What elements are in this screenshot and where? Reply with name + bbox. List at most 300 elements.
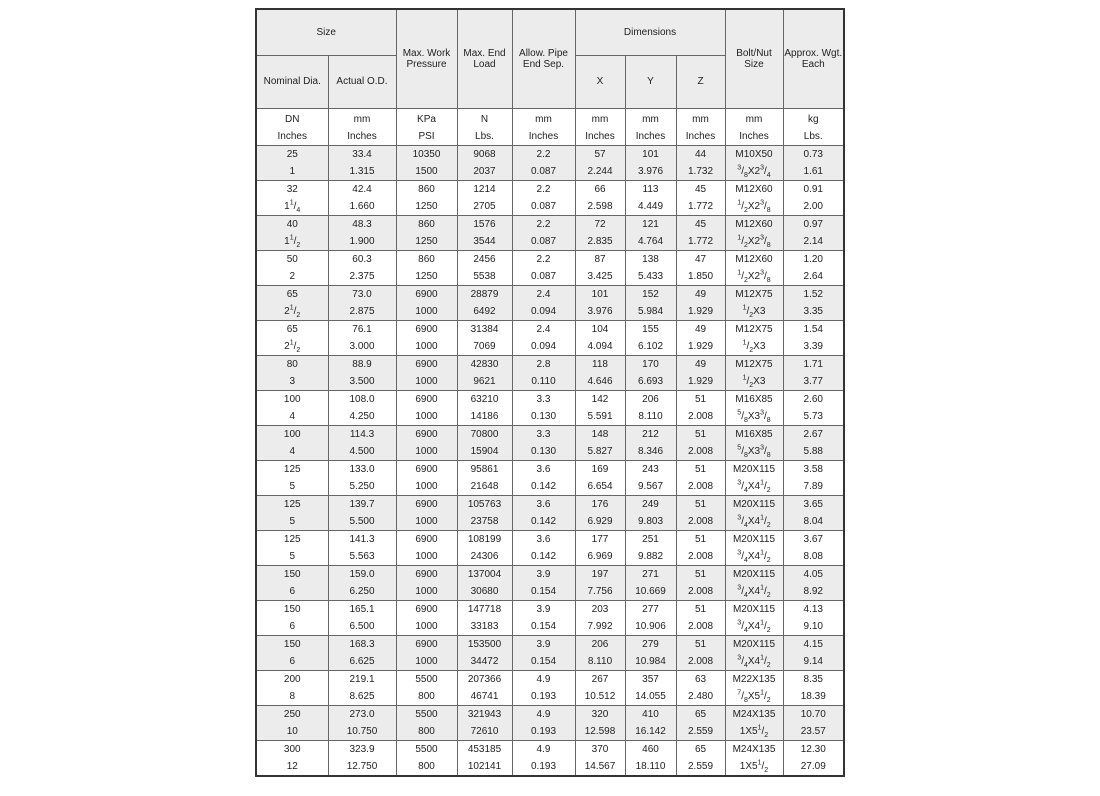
cell-pressure: 860: [396, 215, 457, 233]
cell-end-sep: 0.094: [512, 338, 575, 356]
cell-end-sep: 0.094: [512, 303, 575, 321]
cell-z: 2.480: [676, 688, 725, 706]
cell-dn: 2: [256, 268, 328, 286]
cell-end-load: 34472: [457, 653, 512, 671]
table-row-metric: [256, 425, 844, 443]
header-max-end-load: Max. End Load: [457, 9, 512, 108]
cell-y: 10.669: [625, 583, 676, 601]
table-row-imperial: [256, 758, 844, 776]
unit-metric-end-load: N: [457, 108, 512, 128]
cell-pressure: 5500: [396, 705, 457, 723]
cell-end-sep: 3.3: [512, 390, 575, 408]
cell-x: 12.598: [575, 723, 625, 741]
cell-od: 5.250: [328, 478, 396, 496]
cell-pressure: 800: [396, 758, 457, 776]
cell-z: 51: [676, 495, 725, 513]
cell-z: 2.008: [676, 653, 725, 671]
cell-end-sep: 3.9: [512, 565, 575, 583]
cell-bolt: M12X75: [725, 355, 783, 373]
unit-imperial-od: Inches: [328, 128, 396, 146]
cell-z: 2.008: [676, 583, 725, 601]
header-z: Z: [676, 55, 725, 108]
unit-metric-end-sep: mm: [512, 108, 575, 128]
cell-z: 44: [676, 145, 725, 163]
cell-z: 1.772: [676, 233, 725, 251]
cell-end-load: 137004: [457, 565, 512, 583]
cell-z: 1.929: [676, 338, 725, 356]
unit-metric-x: mm: [575, 108, 625, 128]
cell-bolt: $^5/_8X3^3/_8$: [725, 408, 783, 426]
cell-dn: 100: [256, 390, 328, 408]
cell-end-load: 23758: [457, 513, 512, 531]
cell-end-load: 2037: [457, 163, 512, 181]
cell-end-load: 14186: [457, 408, 512, 426]
cell-weight: 2.60: [783, 390, 844, 408]
cell-dn: 300: [256, 740, 328, 758]
cell-bolt: M12X60: [725, 180, 783, 198]
unit-metric-weight: kg: [783, 108, 844, 128]
cell-y: 206: [625, 390, 676, 408]
cell-end-load: 21648: [457, 478, 512, 496]
cell-weight: 9.10: [783, 618, 844, 636]
cell-end-sep: 0.142: [512, 548, 575, 566]
cell-od: 5.500: [328, 513, 396, 531]
cell-od: 6.625: [328, 653, 396, 671]
cell-dn: $2^1/_2$: [256, 338, 328, 356]
cell-weight: 3.39: [783, 338, 844, 356]
cell-weight: 10.70: [783, 705, 844, 723]
cell-end-sep: 4.9: [512, 670, 575, 688]
cell-od: 165.1: [328, 600, 396, 618]
unit-metric-bolt: mm: [725, 108, 783, 128]
table-row-imperial: [256, 618, 844, 636]
table-row-imperial: [256, 548, 844, 566]
cell-od: 139.7: [328, 495, 396, 513]
cell-z: 2.008: [676, 408, 725, 426]
cell-z: 51: [676, 425, 725, 443]
cell-x: 104: [575, 320, 625, 338]
cell-od: 60.3: [328, 250, 396, 268]
unit-metric-z: mm: [676, 108, 725, 128]
cell-y: 249: [625, 495, 676, 513]
cell-pressure: 6900: [396, 565, 457, 583]
unit-imperial-y: Inches: [625, 128, 676, 146]
cell-y: 5.433: [625, 268, 676, 286]
table-row-metric: [256, 285, 844, 303]
table-row-metric: [256, 565, 844, 583]
table-row-metric: [256, 530, 844, 548]
cell-od: 1.315: [328, 163, 396, 181]
cell-end-load: 95861: [457, 460, 512, 478]
cell-x: 206: [575, 635, 625, 653]
cell-y: 101: [625, 145, 676, 163]
cell-bolt: M20X115: [725, 635, 783, 653]
cell-weight: 8.92: [783, 583, 844, 601]
cell-weight: 7.89: [783, 478, 844, 496]
cell-pressure: 6900: [396, 600, 457, 618]
cell-end-load: 7069: [457, 338, 512, 356]
cell-x: 7.992: [575, 618, 625, 636]
table-row-imperial: [256, 408, 844, 426]
cell-bolt: $^3/_4X4^1/_2$: [725, 653, 783, 671]
cell-y: 460: [625, 740, 676, 758]
cell-weight: 2.14: [783, 233, 844, 251]
cell-dn: 65: [256, 320, 328, 338]
cell-x: 142: [575, 390, 625, 408]
cell-od: 3.000: [328, 338, 396, 356]
cell-end-sep: 0.087: [512, 163, 575, 181]
cell-x: 87: [575, 250, 625, 268]
cell-bolt: M24X135: [725, 705, 783, 723]
cell-z: 2.559: [676, 723, 725, 741]
table-row-imperial: [256, 478, 844, 496]
cell-dn: 6: [256, 618, 328, 636]
cell-dn: $1^1/_4$: [256, 198, 328, 216]
cell-od: 5.563: [328, 548, 396, 566]
cell-end-sep: 3.6: [512, 495, 575, 513]
table-row-imperial: [256, 233, 844, 251]
cell-x: 7.756: [575, 583, 625, 601]
cell-end-load: 24306: [457, 548, 512, 566]
header-size: Size: [256, 9, 396, 55]
cell-dn: 6: [256, 583, 328, 601]
cell-y: 121: [625, 215, 676, 233]
cell-od: 2.875: [328, 303, 396, 321]
cell-weight: 1.52: [783, 285, 844, 303]
cell-dn: $1^1/_2$: [256, 233, 328, 251]
cell-z: 51: [676, 635, 725, 653]
header-allow-pipe-end-sep: Allow. Pipe End Sep.: [512, 9, 575, 108]
cell-y: 9.567: [625, 478, 676, 496]
coupling-spec-table: [255, 8, 845, 777]
cell-weight: 8.35: [783, 670, 844, 688]
cell-x: 101: [575, 285, 625, 303]
cell-end-sep: 4.9: [512, 740, 575, 758]
cell-end-sep: 3.9: [512, 635, 575, 653]
cell-x: 118: [575, 355, 625, 373]
cell-od: 273.0: [328, 705, 396, 723]
unit-imperial-x: Inches: [575, 128, 625, 146]
table-row-metric: [256, 145, 844, 163]
cell-weight: 1.61: [783, 163, 844, 181]
cell-od: 1.900: [328, 233, 396, 251]
size-group: [256, 495, 844, 530]
cell-weight: 1.54: [783, 320, 844, 338]
cell-y: 16.142: [625, 723, 676, 741]
cell-od: 33.4: [328, 145, 396, 163]
cell-y: 18.110: [625, 758, 676, 776]
cell-end-load: 108199: [457, 530, 512, 548]
cell-z: 2.559: [676, 758, 725, 776]
cell-end-load: 102141: [457, 758, 512, 776]
cell-end-sep: 2.2: [512, 145, 575, 163]
cell-weight: 8.04: [783, 513, 844, 531]
cell-end-sep: 0.087: [512, 268, 575, 286]
cell-pressure: 1000: [396, 653, 457, 671]
cell-z: 51: [676, 600, 725, 618]
cell-end-load: 72610: [457, 723, 512, 741]
cell-dn: 150: [256, 565, 328, 583]
cell-weight: 2.67: [783, 425, 844, 443]
cell-z: 51: [676, 530, 725, 548]
cell-x: 197: [575, 565, 625, 583]
cell-z: 2.008: [676, 618, 725, 636]
cell-pressure: 800: [396, 723, 457, 741]
cell-end-load: 453185: [457, 740, 512, 758]
unit-imperial-dn: Inches: [256, 128, 328, 146]
cell-weight: 4.05: [783, 565, 844, 583]
table-row-metric: [256, 460, 844, 478]
header-max-work-pressure: Max. Work Pressure: [396, 9, 457, 108]
unit-metric-dn: DN: [256, 108, 328, 128]
cell-pressure: 860: [396, 180, 457, 198]
cell-x: 320: [575, 705, 625, 723]
cell-end-load: 9621: [457, 373, 512, 391]
cell-end-sep: 0.193: [512, 758, 575, 776]
cell-weight: 0.91: [783, 180, 844, 198]
cell-y: 113: [625, 180, 676, 198]
cell-end-sep: 0.130: [512, 443, 575, 461]
cell-end-sep: 2.8: [512, 355, 575, 373]
size-group: [256, 460, 844, 495]
cell-dn: 250: [256, 705, 328, 723]
cell-end-sep: 0.154: [512, 618, 575, 636]
cell-pressure: 5500: [396, 670, 457, 688]
cell-bolt: $^3/_4X4^1/_2$: [725, 548, 783, 566]
cell-z: 1.850: [676, 268, 725, 286]
size-group: [256, 390, 844, 425]
units-metric-row: [256, 108, 844, 128]
cell-bolt: $^1/_2X3$: [725, 303, 783, 321]
cell-y: 8.110: [625, 408, 676, 426]
cell-pressure: 1250: [396, 268, 457, 286]
cell-end-sep: 0.087: [512, 198, 575, 216]
cell-z: 49: [676, 355, 725, 373]
table-row-metric: [256, 320, 844, 338]
cell-end-sep: 0.193: [512, 723, 575, 741]
cell-pressure: 1000: [396, 338, 457, 356]
cell-x: 176: [575, 495, 625, 513]
cell-end-load: 63210: [457, 390, 512, 408]
size-group: [256, 285, 844, 320]
cell-pressure: 6900: [396, 425, 457, 443]
cell-end-sep: 2.2: [512, 215, 575, 233]
cell-weight: 18.39: [783, 688, 844, 706]
cell-y: 212: [625, 425, 676, 443]
cell-bolt: M20X115: [725, 600, 783, 618]
cell-dn: 40: [256, 215, 328, 233]
table-row-imperial: [256, 583, 844, 601]
cell-pressure: 6900: [396, 390, 457, 408]
cell-od: 88.9: [328, 355, 396, 373]
size-group: [256, 320, 844, 355]
cell-y: 357: [625, 670, 676, 688]
cell-dn: 4: [256, 408, 328, 426]
cell-bolt: M16X85: [725, 390, 783, 408]
cell-z: 1.929: [676, 303, 725, 321]
cell-dn: 32: [256, 180, 328, 198]
cell-dn: 150: [256, 600, 328, 618]
cell-end-load: 3544: [457, 233, 512, 251]
cell-end-load: 5538: [457, 268, 512, 286]
cell-x: 370: [575, 740, 625, 758]
cell-od: 168.3: [328, 635, 396, 653]
cell-end-sep: 3.6: [512, 530, 575, 548]
cell-od: 8.625: [328, 688, 396, 706]
cell-bolt: $^3/_4X4^1/_2$: [725, 513, 783, 531]
cell-od: 4.250: [328, 408, 396, 426]
unit-imperial-bolt: Inches: [725, 128, 783, 146]
header-y: Y: [625, 55, 676, 108]
cell-dn: 1: [256, 163, 328, 181]
cell-dn: 65: [256, 285, 328, 303]
cell-weight: 3.67: [783, 530, 844, 548]
table-row-metric: [256, 670, 844, 688]
size-group: [256, 635, 844, 670]
cell-pressure: 5500: [396, 740, 457, 758]
cell-x: 6.929: [575, 513, 625, 531]
cell-x: 5.827: [575, 443, 625, 461]
cell-y: 9.882: [625, 548, 676, 566]
cell-pressure: 6900: [396, 495, 457, 513]
cell-pressure: 1500: [396, 163, 457, 181]
cell-end-sep: 3.9: [512, 600, 575, 618]
unit-imperial-pressure: PSI: [396, 128, 457, 146]
cell-z: 1.732: [676, 163, 725, 181]
cell-pressure: 10350: [396, 145, 457, 163]
cell-end-sep: 0.193: [512, 688, 575, 706]
header-approx-wgt: Approx. Wgt. Each: [783, 9, 844, 108]
unit-imperial-weight: Lbs.: [783, 128, 844, 146]
size-group: [256, 425, 844, 460]
cell-x: 3.976: [575, 303, 625, 321]
cell-z: 1.772: [676, 198, 725, 216]
cell-weight: 8.08: [783, 548, 844, 566]
cell-y: 243: [625, 460, 676, 478]
table-row-metric: [256, 705, 844, 723]
cell-bolt: $1X5^1/_2$: [725, 723, 783, 741]
cell-bolt: M10X50: [725, 145, 783, 163]
cell-bolt: $1X5^1/_2$: [725, 758, 783, 776]
size-group: [256, 565, 844, 600]
cell-y: 6.693: [625, 373, 676, 391]
cell-z: 63: [676, 670, 725, 688]
cell-dn: $2^1/_2$: [256, 303, 328, 321]
cell-pressure: 1000: [396, 513, 457, 531]
cell-z: 2.008: [676, 513, 725, 531]
table-row-metric: [256, 740, 844, 758]
cell-dn: 6: [256, 653, 328, 671]
cell-bolt: M20X115: [725, 495, 783, 513]
cell-z: 51: [676, 565, 725, 583]
cell-end-load: 70800: [457, 425, 512, 443]
cell-bolt: $^3/_4X4^1/_2$: [725, 478, 783, 496]
cell-z: 45: [676, 180, 725, 198]
size-group: [256, 740, 844, 776]
cell-weight: 1.20: [783, 250, 844, 268]
cell-bolt: $^1/_2X2^3/_8$: [725, 198, 783, 216]
cell-z: 2.008: [676, 548, 725, 566]
cell-end-load: 15904: [457, 443, 512, 461]
cell-z: 45: [676, 215, 725, 233]
cell-pressure: 1000: [396, 618, 457, 636]
header-nominal-dia: Nominal Dia.: [256, 55, 328, 108]
cell-dn: 4: [256, 443, 328, 461]
cell-end-sep: 2.4: [512, 320, 575, 338]
cell-weight: 5.88: [783, 443, 844, 461]
cell-end-load: 153500: [457, 635, 512, 653]
cell-dn: 125: [256, 530, 328, 548]
cell-weight: 1.71: [783, 355, 844, 373]
cell-weight: 3.65: [783, 495, 844, 513]
cell-bolt: $^1/_2X2^3/_8$: [725, 233, 783, 251]
cell-end-sep: 0.087: [512, 233, 575, 251]
cell-od: 4.500: [328, 443, 396, 461]
cell-bolt: M20X115: [725, 565, 783, 583]
cell-bolt: $^7/_8X5^1/_2$: [725, 688, 783, 706]
cell-end-load: 321943: [457, 705, 512, 723]
table-row-imperial: [256, 338, 844, 356]
table-row-imperial: [256, 723, 844, 741]
cell-z: 2.008: [676, 478, 725, 496]
cell-y: 6.102: [625, 338, 676, 356]
table-row-metric: [256, 180, 844, 198]
cell-pressure: 1000: [396, 373, 457, 391]
cell-end-sep: 4.9: [512, 705, 575, 723]
cell-dn: 25: [256, 145, 328, 163]
cell-end-load: 2705: [457, 198, 512, 216]
cell-pressure: 6900: [396, 285, 457, 303]
cell-end-load: 9068: [457, 145, 512, 163]
cell-x: 72: [575, 215, 625, 233]
cell-dn: 200: [256, 670, 328, 688]
table-row-metric: [256, 600, 844, 618]
cell-y: 14.055: [625, 688, 676, 706]
cell-x: 169: [575, 460, 625, 478]
table-row-metric: [256, 390, 844, 408]
cell-dn: 100: [256, 425, 328, 443]
table-row-metric: [256, 250, 844, 268]
cell-weight: 27.09: [783, 758, 844, 776]
cell-x: 4.646: [575, 373, 625, 391]
cell-x: 203: [575, 600, 625, 618]
cell-bolt: M20X115: [725, 530, 783, 548]
header-bolt-nut-size: Bolt/Nut Size: [725, 9, 783, 108]
size-group: [256, 215, 844, 250]
cell-end-load: 46741: [457, 688, 512, 706]
cell-od: 76.1: [328, 320, 396, 338]
cell-pressure: 1000: [396, 478, 457, 496]
cell-x: 57: [575, 145, 625, 163]
cell-dn: 125: [256, 495, 328, 513]
cell-bolt: $^3/_4X4^1/_2$: [725, 583, 783, 601]
cell-z: 65: [676, 740, 725, 758]
units-group: [256, 108, 844, 145]
cell-bolt: M16X85: [725, 425, 783, 443]
cell-bolt: M22X135: [725, 670, 783, 688]
cell-end-sep: 0.142: [512, 513, 575, 531]
cell-z: 49: [676, 285, 725, 303]
cell-od: 323.9: [328, 740, 396, 758]
cell-od: 133.0: [328, 460, 396, 478]
size-group: [256, 145, 844, 180]
cell-end-load: 105763: [457, 495, 512, 513]
cell-x: 4.094: [575, 338, 625, 356]
cell-od: 141.3: [328, 530, 396, 548]
cell-y: 277: [625, 600, 676, 618]
cell-pressure: 6900: [396, 355, 457, 373]
cell-bolt: M12X60: [725, 215, 783, 233]
